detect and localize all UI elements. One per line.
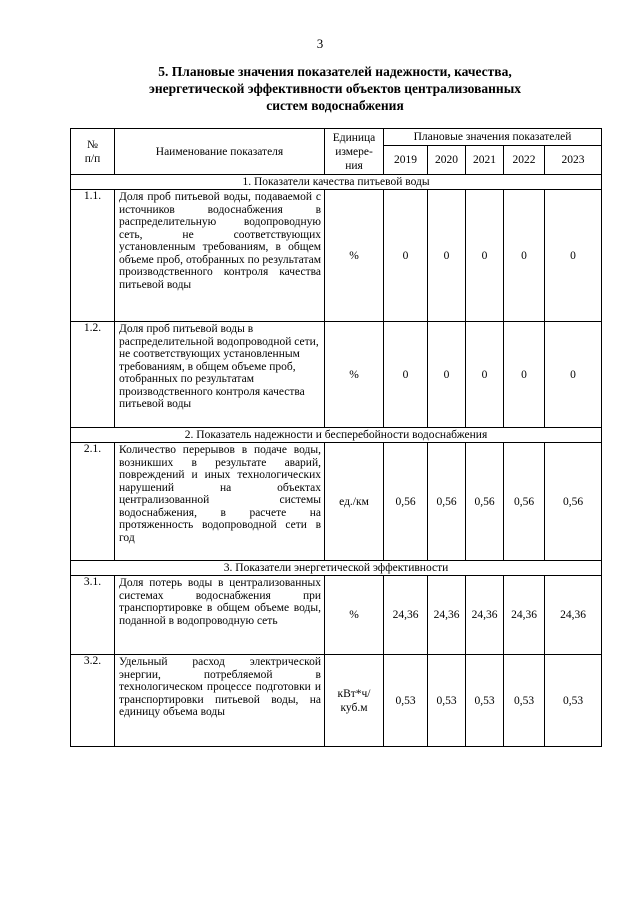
table-row [71, 655, 602, 747]
header-num: № п/п [71, 129, 115, 175]
value-cell: 0,53 [466, 655, 504, 747]
value-cell: 0 [384, 322, 428, 428]
header-planned-values: Плановые значения показателей [384, 129, 602, 146]
value-cell: 0 [545, 322, 602, 428]
value-cell: 0,56 [504, 443, 545, 561]
table-row [71, 576, 602, 655]
value-cell: 0,56 [428, 443, 466, 561]
section-title: 3. Показатели энергетической эффективности [71, 561, 602, 576]
value-cell: 0,53 [545, 655, 602, 747]
value-cell: 0,53 [504, 655, 545, 747]
header-row [71, 129, 602, 146]
row-number: 1.2. [71, 322, 115, 428]
row-number: 3.1. [71, 576, 115, 655]
section-title: 2. Показатель надежности и бесперебойности водоснабжения [71, 428, 602, 443]
indicator-unit: % [325, 576, 384, 655]
section-row [71, 175, 602, 190]
indicator-name: Количество перерывов в подаче воды, возникших в результате аварий, повреждений и иных технологических нарушений на объектах централизованной системы водоснабжения, в расчете на протяженность водопроводной сети в год [115, 443, 325, 561]
row-number: 3.2. [71, 655, 115, 747]
page-number: 3 [316, 36, 324, 51]
header-year: 2019 [384, 146, 428, 175]
header-year: 2022 [504, 146, 545, 175]
indicator-unit: кВт*ч/ куб.м [325, 655, 384, 747]
value-cell: 0,53 [428, 655, 466, 747]
table-row [71, 443, 602, 561]
value-cell: 0 [504, 322, 545, 428]
header-year: 2021 [466, 146, 504, 175]
row-number: 2.1. [71, 443, 115, 561]
title-line: систем водоснабжения [266, 98, 404, 113]
value-cell: 0 [384, 190, 428, 322]
value-cell: 0 [545, 190, 602, 322]
title-line: энергетической эффективности объектов централизованных [148, 81, 521, 96]
indicator-unit: % [325, 190, 384, 322]
value-cell: 0 [504, 190, 545, 322]
value-cell: 0 [466, 190, 504, 322]
section-row [71, 561, 602, 576]
value-cell: 0,56 [466, 443, 504, 561]
value-cell: 24,36 [384, 576, 428, 655]
header-unit: Единица измере- ния [325, 129, 384, 175]
document-title [100, 63, 570, 114]
indicator-unit: ед./км [325, 443, 384, 561]
indicators-table [70, 128, 602, 747]
section-title: 1. Показатели качества питьевой воды [71, 175, 602, 190]
header-name: Наименование показателя [115, 129, 325, 175]
section-row [71, 428, 602, 443]
value-cell: 24,36 [545, 576, 602, 655]
value-cell: 0 [428, 190, 466, 322]
indicator-unit: % [325, 322, 384, 428]
table-row [71, 190, 602, 322]
indicator-name: Доля потерь воды в централизованных системах водоснабжения при транспортировке в общем объеме воды, поданной в водопроводную сеть [115, 576, 325, 655]
value-cell: 24,36 [466, 576, 504, 655]
indicator-name: Доля проб питьевой воды, подаваемой с источников водоснабжения в распределительную водопроводную сеть, не соответствующих установленным требованиям, в общем объеме проб, отобранных по результатам производственного контроля качества питьевой воды [115, 190, 325, 322]
header-year: 2020 [428, 146, 466, 175]
header-year: 2023 [545, 146, 602, 175]
row-number: 1.1. [71, 190, 115, 322]
value-cell: 0 [466, 322, 504, 428]
indicator-name: Удельный расход электрической энергии, потребляемой в технологическом процессе подготовки и транспортировки питьевой воды, на единицу объема воды [115, 655, 325, 747]
indicator-name: Доля проб питьевой воды в распределительной водопроводной сети, не соответствующих установленным требованиям, в общем объеме проб, отобранных по результатам производственного контроля качества питьевой воды [115, 322, 325, 428]
value-cell: 0 [428, 322, 466, 428]
value-cell: 0,56 [384, 443, 428, 561]
table-row [71, 322, 602, 428]
value-cell: 24,36 [504, 576, 545, 655]
value-cell: 0,56 [545, 443, 602, 561]
value-cell: 0,53 [384, 655, 428, 747]
value-cell: 24,36 [428, 576, 466, 655]
title-line: 5. Плановые значения показателей надежности, качества, [158, 64, 512, 79]
